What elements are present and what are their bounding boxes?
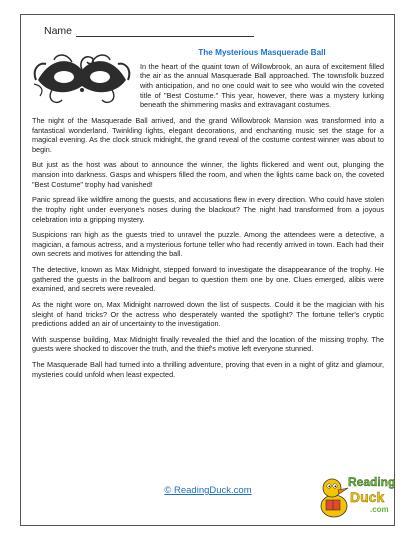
paragraph-9: The Masquerade Ball had turned into a thrilling adventure, proving that even in a night of glitz and glamour, mysteries could unfold when least expected.: [32, 360, 384, 379]
paragraph-8: With suspense building, Max Midnight finally revealed the thief and the location of the missing trophy. The guests were shocked to discover the truth, and the thief's motive left everyone stunned.: [32, 334, 384, 354]
logo-word-com: .com: [370, 505, 389, 514]
paragraph-1: In the heart of the quaint town of Willowbrook, an aura of excitement filled the air as the annual Masquerade Ball approached. The townsfolk buzzed with anticipation, and no one could wait to see who would win the coveted title of "Best Costume." This year, however, there was a mystery lurking beneath the shimmering masks and extravagant costumes.: [140, 61, 384, 110]
logo-word-duck: Duck: [350, 489, 385, 505]
paragraph-6: The detective, known as Max Midnight, stepped forward to investigate the disappearance of the trophy. He gathered the guests in the ballroom and began to question them one by one. Clues emerged, alibis were examined, and secrets were revealed.: [32, 265, 384, 294]
paragraph-2: The night of the Masquerade Ball arrived, and the grand Willowbrook Mansion was transformed into a fantastical wonderland. Twinkling lights, elegant decorations, and enchanting music set the stage for a magical evening. As the clock struck midnight, the grand reveal of the costume contest winner was about to begin.: [32, 115, 384, 154]
paragraph-7: As the night wore on, Max Midnight narrowed down the list of suspects. Could it be the magician with his sleight of hand tricks? Or the actress who desperately wanted the spotlight? The fortune teller's cryptic predictions added an air of uncertainty to the investigation.: [32, 299, 384, 329]
paragraph-3: But just as the host was about to announce the winner, the lights flickered and went out, plunging the mansion into darkness. Gasps and whispers filled the room, and when the lights came back on, the coveted "Best Costume" trophy had vanished!: [32, 160, 384, 189]
story-content: [32, 48, 384, 385]
name-row: [44, 25, 254, 37]
name-field-line[interactable]: [76, 25, 254, 37]
paragraph-5: Suspicions ran high as the guests tried to unravel the puzzle. Among the attendees were a detective, a magician, a famous actress, and a mysterious fortune teller who had recently arrived in town. Each had their own secrets and motives for attending the ball.: [32, 230, 384, 259]
readingduck-logo-icon: [318, 466, 396, 522]
logo-word-reading: Reading: [348, 475, 396, 489]
readingduck-link[interactable]: © ReadingDuck.com: [164, 485, 252, 496]
name-label: Name: [44, 25, 73, 37]
masquerade-mask-icon: [32, 50, 132, 108]
story-title: The Mysterious Masquerade Ball: [198, 48, 326, 57]
paragraph-4: Panic spread like wildfire among the guests, and accusations flew in every direction. Who could have stolen the trophy right under everyone's noses during the blackout? The night had transformed from a joyous celebration into a gripping mystery.: [32, 195, 384, 224]
